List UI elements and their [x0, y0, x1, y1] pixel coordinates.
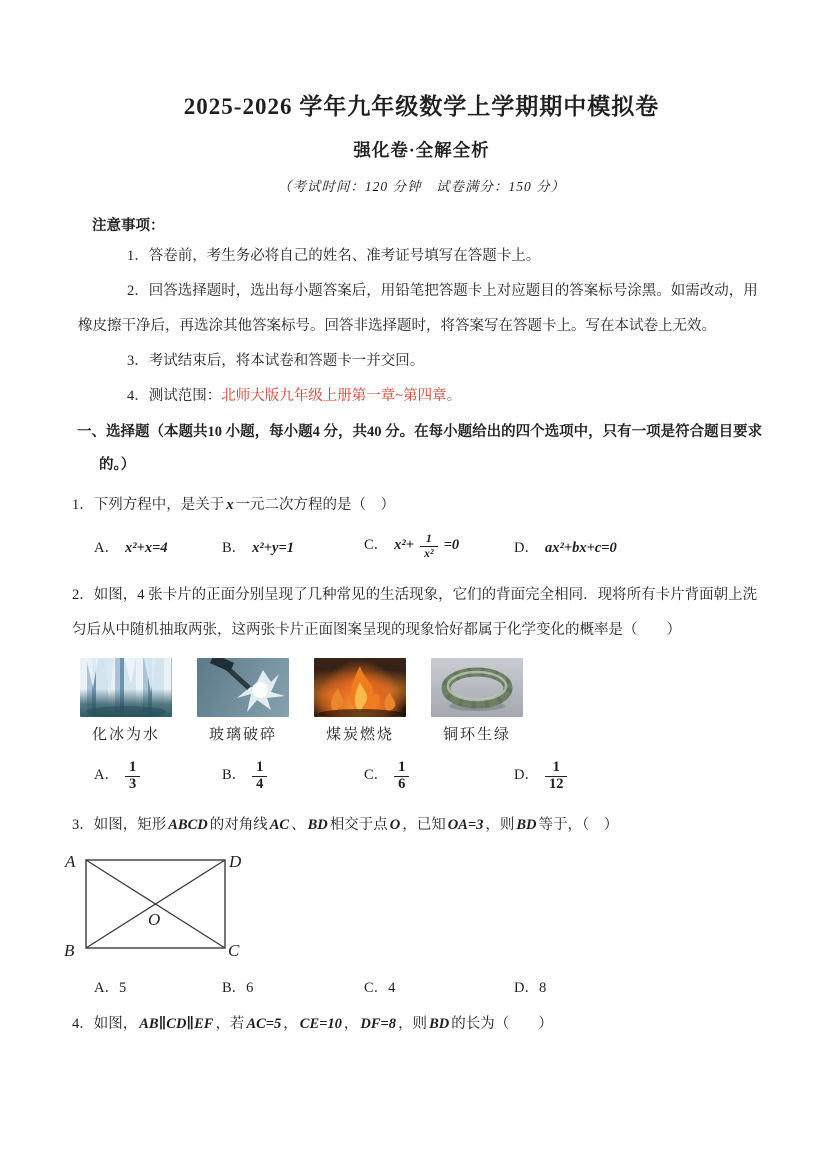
q3-math-ac: AC [269, 817, 290, 833]
vertex-label-d: D [229, 852, 242, 871]
q3-math-bd: BD [307, 817, 328, 833]
q4-math-df8: DF=8 [360, 1016, 397, 1032]
card-copper-ring [431, 658, 523, 744]
q2-option-b-fraction [252, 760, 267, 793]
q2-option-a-fraction [125, 760, 140, 793]
q4-math-ac5: AC=5 [246, 1016, 282, 1032]
q4-text-6: ， [343, 1016, 359, 1032]
q1-option-b-formula: x²+y=1 [252, 539, 294, 556]
q4-math-parallel: AB∥CD∥EF [139, 1016, 214, 1032]
icicles-graphic [80, 658, 172, 717]
q2-option-a [94, 760, 222, 793]
q2-option-d-fraction [545, 760, 568, 793]
question-4-stem [72, 1009, 771, 1039]
q4-math-ce10: CE=10 [299, 1016, 342, 1032]
q4-math-bd: BD [429, 1016, 450, 1032]
q1-option-c [364, 532, 514, 559]
q1-option-b-label: B． [222, 539, 247, 556]
q2-option-c-fraction [394, 760, 409, 793]
flames-graphic [314, 658, 406, 717]
question-1-stem [72, 490, 771, 520]
question-3-stem [72, 810, 771, 840]
q4-text-8: ，则 [398, 1016, 428, 1032]
card-caption-coal: 煤炭燃烧 [325, 727, 394, 743]
q3-option-d: D．8 [514, 979, 547, 996]
notice-heading: 注意事项： [92, 218, 165, 234]
q3-text-8: ，已知 [402, 817, 446, 833]
q4-text-4: ， [283, 1016, 298, 1032]
paper-title: 2025-2026 学年九年级数学上学期期中模拟卷 [183, 94, 660, 119]
card-ice-melting [80, 658, 172, 744]
ring-graphic [431, 658, 523, 717]
rectangle-diagram [62, 846, 262, 971]
q1-option-a-formula: x²+x=4 [124, 539, 168, 556]
q4-text-2: ，若 [215, 1016, 245, 1032]
notice-item-2: 2．回答选择题时，选出每小题答案后，用铅笔把答题卡上对应题目的答案标号涂黑。如需改动，用橡皮擦干净后，再选涂其他答案标号。回答非选择题时，将答案写在答题卡上。写在本试卷上无效。 [78, 283, 758, 334]
notice-item-1: 1．答卷前，考生务必将自己的姓名、准考证号填写在答题卡上。 [127, 248, 541, 264]
q2-option-b-label: B． [222, 767, 247, 784]
q2-option-c-label: C． [364, 767, 389, 784]
q3-option-a: A．5 [94, 979, 127, 996]
q3-math-abcd: ABCD [168, 817, 208, 833]
q1-option-a [94, 536, 222, 557]
ice-melting-image [80, 658, 172, 717]
q4-text-0: 4．如图， [72, 1016, 138, 1032]
vertex-label-b: B [64, 941, 75, 960]
q3-text-2: 的对角线 [209, 817, 268, 833]
q3-options-row [94, 971, 771, 1001]
q3-text-10: ，则 [485, 817, 515, 833]
q1-option-a-label: A． [94, 539, 119, 556]
q3-math-oa3: OA=3 [447, 817, 484, 833]
q2-option-d-denominator: 12 [545, 776, 568, 793]
q2-option-a-label: A． [94, 767, 119, 784]
card-glass-breaking [197, 658, 289, 744]
q4-text-10: 的长为（ ） [451, 1016, 553, 1032]
q1-option-c-formula-post: =0 [443, 537, 460, 554]
q3-text-6: 相交于点 [329, 817, 388, 833]
q1-options-row [94, 522, 771, 570]
q1-option-c-fraction [418, 532, 440, 559]
card-caption-ice: 化冰为水 [91, 727, 160, 743]
center-label-o: O [148, 910, 161, 929]
copper-ring-image [431, 658, 523, 717]
card-coal-burning [314, 658, 406, 744]
q1-option-d-label: D． [514, 539, 539, 556]
q2-option-b [222, 760, 364, 793]
q3-math-bd2: BD [516, 817, 537, 833]
q2-option-d-label: D． [514, 767, 539, 784]
vertex-label-a: A [65, 852, 76, 871]
question-2-stem: 2．如图，4 张卡片的正面分别呈现了几种常见的生活现象，它们的背面完全相同．现将所有卡片背面朝上洗匀后从中随机抽取两张，这两张卡片正面图案呈现的现象恰好都属于化学变化的概率是（ ） [72, 587, 758, 638]
test-scope-text: 北师大版九年级上册第一章~第四章。 [221, 388, 462, 404]
q2-option-a-numerator: 1 [128, 758, 137, 775]
coal-burning-image [314, 658, 406, 717]
q2-card-figures [80, 658, 771, 744]
q1-text-suffix: 一元二次方程的是（ ） [235, 497, 395, 513]
q3-text-12: 等于，（ ） [538, 817, 619, 833]
q1-option-b [222, 536, 364, 557]
notice-section [72, 213, 771, 414]
card-caption-glass: 玻璃破碎 [208, 727, 277, 743]
q2-option-a-denominator: 3 [125, 776, 140, 793]
q1-text-prefix: 1．下列方程中，是关于 [72, 497, 225, 513]
q2-option-b-denominator: 4 [252, 776, 267, 793]
q1-option-d-formula: ax²+bx+c=0 [544, 539, 617, 556]
section-1-heading: 一、选择题（本题共10 小题，每小题4 分，共40 分。在每小题给出的四个选项中，只有一项是符合题目要求的。） [77, 424, 763, 473]
q2-option-b-numerator: 1 [256, 758, 264, 775]
q1-option-c-formula-pre: x²+ [394, 537, 415, 554]
q2-option-d [514, 760, 771, 793]
vertex-label-c: C [228, 941, 240, 960]
notice-item-4 [78, 379, 771, 414]
notice-item-3: 3．考试结束后，将本试卷和答题卡一并交回。 [127, 353, 425, 369]
hammer-glass-graphic [197, 658, 289, 717]
card-caption-ring: 铜环生绿 [442, 727, 511, 743]
q2-option-d-numerator: 1 [552, 758, 560, 775]
q3-text-4: 、 [291, 817, 306, 833]
exam-info-line: （考试时间：120 分钟 试卷满分：150 分） [277, 179, 566, 194]
q1-option-d [514, 536, 771, 557]
q3-option-c: C．4 [364, 979, 396, 996]
notice-item-4-prefix: 4．测试范围： [127, 388, 222, 404]
q3-option-b: B．6 [222, 979, 254, 996]
q2-options-row [94, 750, 771, 802]
q2-option-c-numerator: 1 [398, 758, 406, 775]
q1-variable: x [226, 497, 234, 513]
q2-option-c [364, 760, 514, 793]
q3-math-o: O [389, 817, 401, 833]
q1-option-c-label: C． [364, 537, 389, 554]
q2-option-c-denominator: 6 [394, 776, 409, 793]
q1-option-c-numerator: 1 [425, 531, 432, 546]
q1-option-c-denominator: x² [420, 546, 438, 560]
glass-breaking-image [197, 658, 289, 717]
q3-text-0: 3．如图，矩形 [72, 817, 167, 833]
paper-subtitle: 强化卷·全解全析 [353, 140, 490, 160]
